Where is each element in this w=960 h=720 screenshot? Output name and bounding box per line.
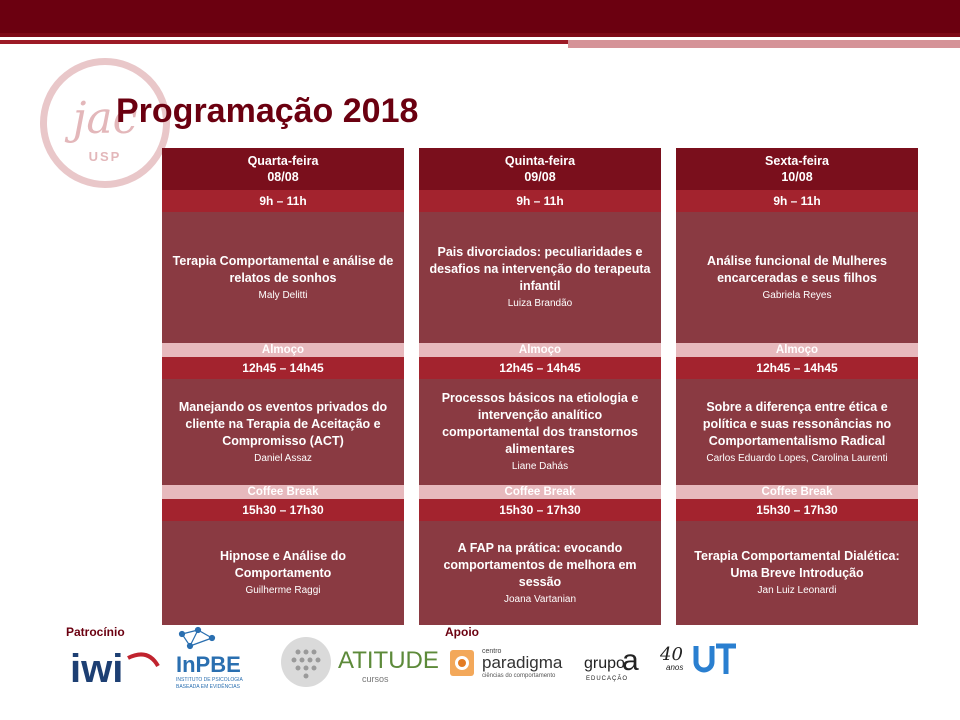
usp-logo-years: 40 [660, 644, 683, 665]
session-speaker: Maly Delitti [258, 289, 308, 301]
iwi-logo [70, 644, 160, 691]
support-label: Apoio [445, 625, 479, 639]
lunch-break: Almoço [419, 343, 661, 357]
time-slot: 12h45 – 14h45 [419, 357, 661, 379]
session-title: Terapia Comportamental Dialética: Uma Breve Introdução [694, 549, 900, 580]
grupo-a-logo-text: grupo [584, 655, 625, 672]
inpbe-logo-sub1: INSTITUTO DE PSICOLOGIA [176, 677, 243, 683]
watermark-sub: USP [88, 149, 122, 164]
grupo-a-logo [584, 642, 646, 684]
session-title: Análise funcional de Mulheres encarceradas e seus filhos [707, 253, 887, 285]
day-column-thursday [419, 148, 661, 625]
session-speaker: Joana Vartanian [503, 593, 577, 605]
session-title: A FAP na prática: evocando comportamentos de melhora em sessão [443, 540, 637, 589]
usp-40-anos-logo [660, 640, 742, 684]
day-header [162, 148, 404, 190]
session-card [162, 379, 404, 485]
time-slot: 15h30 – 17h30 [676, 499, 918, 521]
time-slot: 9h – 11h [676, 190, 918, 212]
session-title: Pais divorciados: peculiaridades e desafios na intervenção do terapeuta infantil [429, 245, 651, 293]
time-slot: 12h45 – 14h45 [676, 357, 918, 379]
session-speaker: Liane Dahás [511, 461, 569, 472]
session-title: Hipnose e Análise do Comportamento [220, 549, 346, 580]
session-card [162, 212, 404, 343]
session-speaker: Jan Luiz Leonardi [757, 585, 837, 596]
day-name: Quarta-feira [247, 154, 319, 168]
session-card [419, 379, 661, 485]
watermark-text: jac [72, 93, 138, 144]
paradigma-logo-top: centro [482, 648, 502, 655]
session-speaker: Carlos Eduardo Lopes, Carolina Laurenti [706, 452, 888, 464]
top-band-stripe [0, 33, 960, 37]
inpbe-logo-text: InPBE [176, 652, 241, 677]
day-date: 10/08 [781, 170, 813, 184]
day-date: 08/08 [267, 170, 299, 184]
grupo-a-logo-sub: EDUCAÇÃO [586, 676, 629, 682]
day-header [676, 148, 918, 190]
iwi-logo-text: iwi [70, 647, 124, 691]
session-title: Terapia Comportamental e análise de relatos de sonhos [172, 253, 394, 285]
top-band [0, 0, 960, 33]
day-column-friday [676, 148, 918, 625]
atitude-logo [280, 636, 439, 690]
session-speaker: Guilherme Raggi [245, 585, 321, 596]
page-title: Programação 2018 [116, 92, 419, 130]
time-slot: 9h – 11h [162, 190, 404, 212]
day-header [419, 148, 661, 190]
grupo-a-logo-letter: a [622, 644, 639, 677]
day-date: 09/08 [524, 170, 556, 184]
paradigma-logo-sub: ciências do comportamento [482, 673, 556, 679]
lunch-break: Almoço [676, 343, 918, 357]
session-speaker: Luiza Brandão [507, 298, 573, 309]
session-card [419, 212, 661, 343]
session-title: Manejando os eventos privados do cliente na Terapia de Aceitação e Compromisso (ACT) [178, 399, 388, 448]
lunch-break: Almoço [162, 343, 404, 357]
time-slot: 15h30 – 17h30 [162, 499, 404, 521]
coffee-break: Coffee Break [419, 485, 661, 499]
atitude-logo-text: ATITUDE [338, 647, 439, 674]
session-card [419, 521, 661, 625]
day-name: Sexta-feira [765, 154, 829, 168]
time-slot: 9h – 11h [419, 190, 661, 212]
session-card [162, 521, 404, 625]
atitude-logo-sub: cursos [362, 674, 389, 684]
inpbe-logo [172, 626, 264, 690]
inpbe-logo-sub2: BASEADA EM EVIDÊNCIAS [176, 684, 240, 690]
coffee-break: Coffee Break [676, 485, 918, 499]
session-speaker: Gabriela Reyes [762, 289, 832, 301]
day-column-wednesday [162, 148, 404, 625]
paradigma-logo-text: paradigma [482, 653, 563, 672]
session-title: Processos básicos na etiologia e intervenção analítico comportamental dos transtornos alimentares [441, 391, 639, 456]
day-name: Quinta-feira [504, 154, 576, 168]
time-slot: 15h30 – 17h30 [419, 499, 661, 521]
sponsor-label: Patrocínio [66, 625, 125, 639]
time-slot: 12h45 – 14h45 [162, 357, 404, 379]
session-card [676, 521, 918, 625]
coffee-break: Coffee Break [162, 485, 404, 499]
top-band-stripe-right [568, 40, 960, 48]
top-band-stripe-left [0, 40, 568, 44]
session-title: Sobre a diferença entre ética e política e suas ressonâncias no Comportamentalismo Radical [702, 399, 892, 448]
session-card [676, 212, 918, 343]
session-speaker: Daniel Assaz [254, 452, 312, 464]
paradigma-logo [450, 644, 574, 682]
usp-logo-sub: anos [666, 663, 684, 672]
session-card [676, 379, 918, 485]
